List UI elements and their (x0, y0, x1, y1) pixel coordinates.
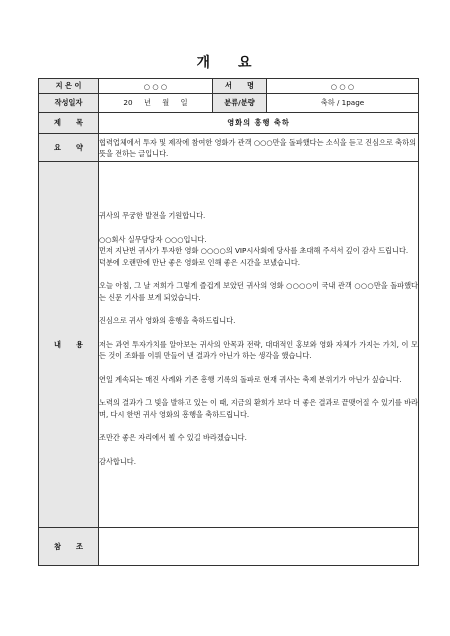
title-char-1: 개 (196, 55, 212, 71)
signature-label: 서 명 (213, 79, 267, 94)
subject-label: 제 목 (39, 113, 99, 134)
content-paragraph: 저는 과연 투자가치를 알아보는 귀사의 안목과 전략, 대대적인 홍보와 영화 자체가 가지는 가치, 이 모든 것이 조화를 이뤄 만들어 낸 결과가 아닌가 하는 생각을 했습니다. (99, 339, 418, 360)
row-author (39, 79, 419, 94)
content-paragraph: 귀사의 무궁한 발전을 기원합니다. (99, 211, 206, 220)
summary-label: 요 약 (39, 134, 99, 162)
date-label: 작성일자 (39, 94, 99, 113)
row-date (39, 94, 419, 113)
row-content (39, 162, 419, 528)
content-paragraph: 조만간 좋은 자리에서 뵐 수 있길 바라겠습니다. (99, 433, 247, 442)
category-label: 분류/분량 (213, 94, 267, 113)
document-title (0, 52, 450, 72)
subject-value: 영화의 흥행 축하 (99, 113, 419, 134)
content-paragraph: 연일 계속되는 매진 사례와 기존 흥행 기록의 돌파로 현재 귀사는 축제 분위기가 아닌가 싶습니다. (99, 374, 402, 384)
category-value: 축하 / 1page (267, 94, 419, 113)
content-paragraph: 오늘 아침, 그 날 저희가 그렇게 즐겁게 보았던 귀사의 영화 ○○○○이 국내 관객 ○○○만을 돌파했다는 신문 기사를 보게 되었습니다. (99, 281, 418, 302)
content-paragraph: 노력의 결과가 그 빛을 발하고 있는 이 때, 지금의 환희가 보다 더 좋은 결과로 끝맺어질 수 있기를 바라며, 다시 한번 귀사 영화의 흥행을 축하드립니다. (99, 398, 418, 419)
content-paragraphs (99, 210, 418, 467)
row-reference (39, 528, 419, 566)
date-value: 20 년 월 일 (99, 94, 213, 113)
author-value: ○ ○ ○ (99, 79, 213, 94)
signature-value: ○ ○ ○ (267, 79, 419, 94)
content-label: 내 용 (39, 162, 99, 528)
content-paragraph: 감사합니다. (99, 456, 137, 466)
row-summary (39, 134, 419, 162)
content-body (99, 162, 419, 528)
summary-value: 협력업체에서 투자 및 제작에 참여한 영화가 관객 ○○○만을 돌파했다는 소식을 듣고 진심으로 축하의 뜻을 전하는 글입니다. (99, 134, 419, 162)
title-char-2: 요 (238, 55, 254, 71)
reference-label: 참 조 (39, 528, 99, 566)
content-paragraph: ○○회사 실무담당자 ○○○입니다. 먼저 지난번 귀사가 투자한 영화 ○○○○의 VIP시사회에 당사를 초대해 주셔서 깊이 감사 드립니다. 덕분에 오랜만에 만난 좋은 영화로 인해 좋은 시간을 보냈습니다. (99, 234, 409, 267)
author-label: 지 은 이 (39, 79, 99, 94)
content-paragraph: 진심으로 귀사 영화의 흥행을 축하드립니다. (99, 316, 236, 325)
reference-value (99, 528, 419, 566)
document-form (38, 78, 419, 566)
row-subject (39, 113, 419, 134)
